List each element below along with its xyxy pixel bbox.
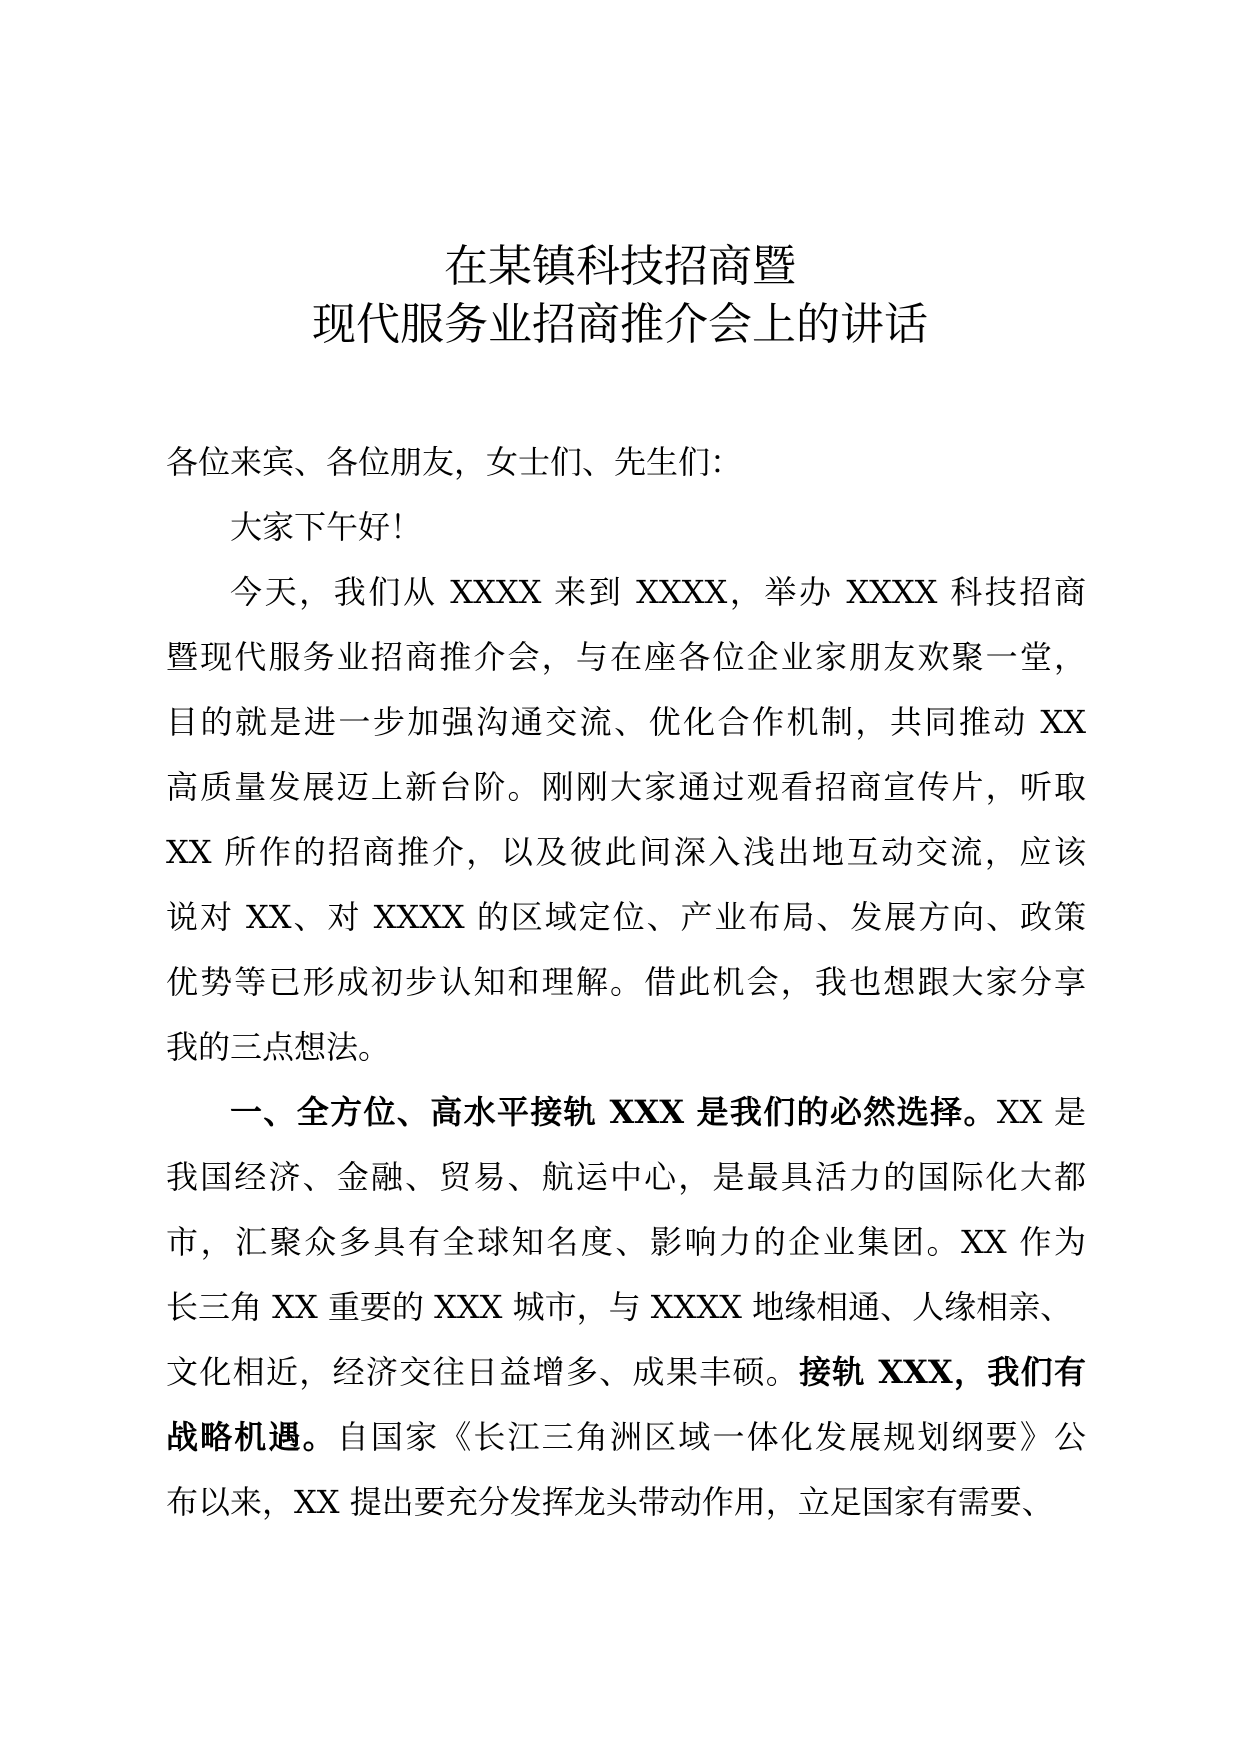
section-1-line-3: 市，汇聚众多具有全球知名度、影响力的企业集团。XX 作为 [166, 1223, 1086, 1261]
document-title [0, 238, 1240, 354]
paragraph-1-line-4: 高质量发展迈上新台阶。刚刚大家通过观看招商宣传片，听取 [166, 768, 1086, 806]
section-1-line-5-normal: 文化相近，经济交往日益增多、成果丰硕。 [166, 1353, 800, 1391]
paragraph-1-line-8: 我的三点想法。 [166, 1028, 391, 1066]
section-1-heading: 一、全方位、高水平接轨 XXX 是我们的必然选择。 [230, 1093, 997, 1131]
paragraph-1-line-2: 暨现代服务业招商推介会，与在座各位企业家朋友欢聚一堂， [166, 638, 1086, 676]
section-1-line-7: 布以来，XX 提出要充分发挥龙头带动作用，立足国家有需要、 [166, 1483, 1054, 1521]
section-1-line-6-normal: 自国家《长江三角洲区域一体化发展规划纲要》公 [336, 1418, 1086, 1456]
section-1-line-6 [166, 1405, 1086, 1470]
section-1-line-6-bold: 战略机遇。 [166, 1418, 337, 1456]
section-1-line-1 [166, 1080, 1086, 1145]
paragraph-1-line-1: 今天，我们从 XXXX 来到 XXXX，举办 XXXX 科技招商 [230, 573, 1086, 611]
greeting: 大家下午好！ [230, 508, 423, 546]
title-line-2: 现代服务业招商推介会上的讲话 [312, 299, 928, 350]
section-1-line-1-rest: XX 是 [996, 1093, 1086, 1131]
section-1-line-5-bold: 接轨 XXX，我们有 [799, 1353, 1086, 1391]
paragraph-1-line-5: XX 所作的招商推介，以及彼此间深入浅出地互动交流，应该 [166, 833, 1086, 871]
paragraph-1-line-3: 目的就是进一步加强沟通交流、优化合作机制，共同推动 XX [166, 703, 1086, 741]
salutation: 各位来宾、各位朋友，女士们、先生们： [166, 443, 743, 481]
section-1-line-5 [166, 1340, 1086, 1405]
section-1-line-4: 长三角 XX 重要的 XXX 城市，与 XXXX 地缘相通、人缘相亲、 [166, 1288, 1073, 1326]
paragraph-1-line-6: 说对 XX、对 XXXX 的区域定位、产业布局、发展方向、政策 [166, 898, 1086, 936]
section-1-line-2: 我国经济、金融、贸易、航运中心，是最具活力的国际化大都 [166, 1158, 1086, 1196]
title-line-1: 在某镇科技招商暨 [444, 241, 796, 292]
document-body [166, 430, 1086, 1535]
paragraph-1-line-7: 优势等已形成初步认知和理解。借此机会，我也想跟大家分享 [166, 963, 1086, 1001]
